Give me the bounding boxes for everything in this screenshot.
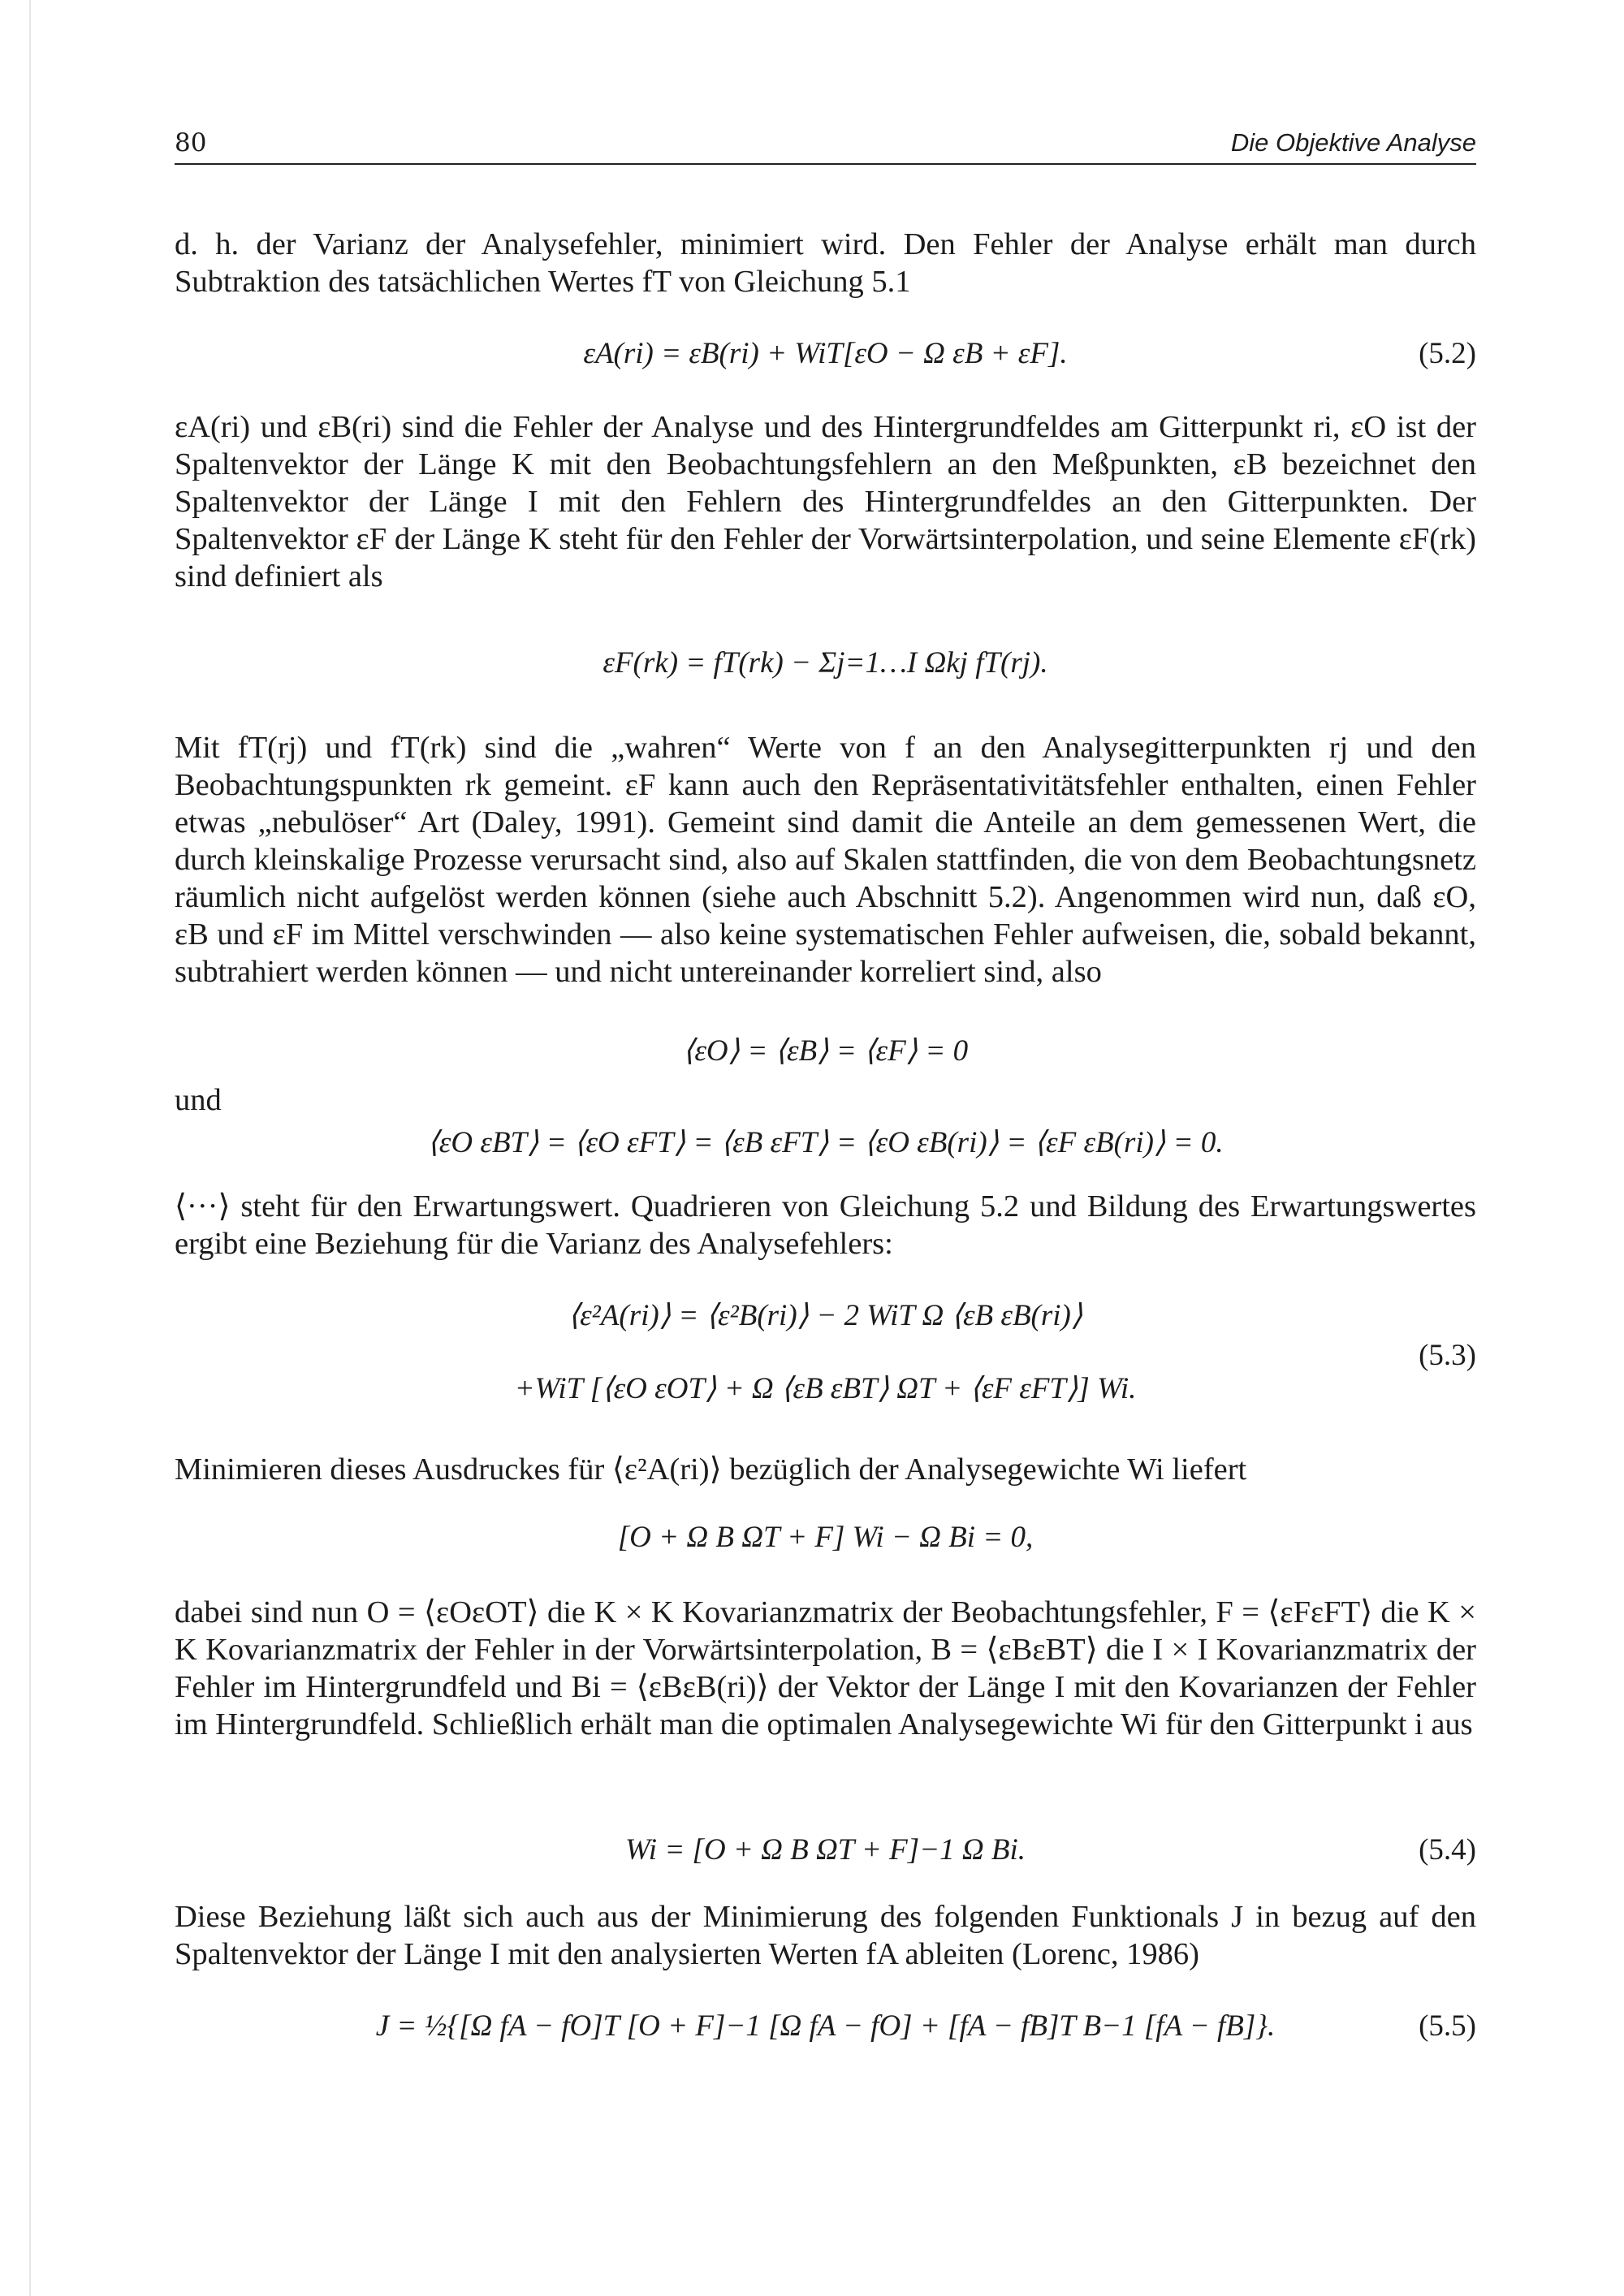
chapter-title: Die Objektive Analyse bbox=[1230, 128, 1476, 157]
paragraph-error-definitions: εA(ri) und εB(ri) sind die Fehler der Analyse und des Hintergrundfeldes am Gitterpunkt ri, εO ist der Spaltenvektor der Länge K mit den Beobachtungsfehlern an den Meßpunkten, εB bezeichnet den Spaltenvektor der Länge I mit den Fehlern des Hintergrundfeldes an den Gitterpunkten. Der Spaltenvektor εF der Länge K steht für den Fehler der Vorwärtsinterpolation, und seine Elemente εF(rk) sind definiert als bbox=[175, 410, 1476, 593]
equation-5-5-number: (5.5) bbox=[1419, 2009, 1476, 2043]
equation-5-3-line-2 bbox=[175, 1370, 1476, 1406]
equation-uncorrelated-body: ⟨εO εBT⟩ = ⟨εO εFT⟩ = ⟨εB εFT⟩ = ⟨εO εB(ri)⟩ = ⟨εF εB(ri)⟩ = 0. bbox=[427, 1126, 1224, 1159]
paragraph-covariance: dabei sind nun O = ⟨εOεOT⟩ die K × K Kovarianzmatrix der Beobachtungsfehler, F = ⟨εFεFT⟩ die K × K Kovarianzmatrix der Fehler in der Vorwärtsinterpolation, B = ⟨εBεBT⟩ die I × I Kovarianzmatrix der Fehler im Hintergrundfeld und Bi = ⟨εBεB(ri)⟩ der Vektor der Länge I mit den Kovarianzen der Fehler im Hintergrundfeld. Schließlich erhält man die optimalen Analysegewichte Wi für den Gitterpunkt i aus bbox=[175, 1595, 1476, 1741]
equation-5-3-number-row bbox=[175, 1338, 1476, 1373]
paragraph-minimize: Minimieren dieses Ausdruckes für ⟨ε²A(ri)⟩ bezüglich der Analysegewichte Wi liefert bbox=[175, 1452, 1247, 1487]
equation-5-3-line-1-body: ⟨ε²A(ri)⟩ = ⟨ε²B(ri)⟩ − 2 WiT Ω ⟨εB εB(ri)⟩ bbox=[568, 1299, 1083, 1332]
paragraph-expectation: ⟨···⟩ steht für den Erwartungswert. Quadrieren von Gleichung 5.2 und Bildung des Erwartungswertes ergibt eine Beziehung für die Varianz des Analysefehlers: bbox=[175, 1189, 1476, 1261]
page-number: 80 bbox=[175, 128, 207, 158]
page-edge-line bbox=[29, 0, 31, 2296]
header-rule bbox=[175, 163, 1476, 165]
paragraph-true-values: Mit fT(rj) und fT(rk) sind die „wahren“ Werte von f an den Analysegitterpunkten rj und den Beobachtungspunkten rk gemeint. εF kann auch den Repräsentativitätsfehler enthalten, einen Fehler etwas „nebulöser“ Art (Daley, 1991). Gemeint sind damit die Anteile an dem gemessenen Wert, die durch kleinskalige Prozesse verursacht sind, also auf Skalen stattfinden, die von dem Beobachtungsnetz räumlich nicht aufgelöst werden können (siehe auch Abschnitt 5.2). Angenommen wird nun, daß εO, εB und εF im Mittel verschwinden — also keine systematischen Fehler aufweisen, die, sobald bekannt, subtrahiert werden können — und nicht untereinander korreliert sind, also bbox=[175, 731, 1476, 989]
equation-5-4 bbox=[175, 1832, 1476, 1867]
equation-5-3-line-1 bbox=[175, 1297, 1476, 1333]
equation-5-3-line-2-body: +WiT [⟨εO εOT⟩ + Ω ⟨εB εBT⟩ ΩT + ⟨εF εFT⟩] Wi. bbox=[514, 1372, 1137, 1405]
equation-minimum-condition bbox=[175, 1520, 1476, 1555]
equation-forward-interpolation-body: εF(rk) = fT(rk) − Σj=1…I Ωkj fT(rj). bbox=[603, 646, 1048, 680]
paragraph-intro: d. h. der Varianz der Analysefehler, minimiert wird. Den Fehler der Analyse erhält man durch Subtraktion des tatsächlichen Wertes fT von Gleichung 5.1 bbox=[175, 227, 1476, 299]
equation-uncorrelated bbox=[175, 1124, 1476, 1160]
label-und: und bbox=[175, 1083, 222, 1117]
equation-mean-zero-body: ⟨εO⟩ = ⟨εB⟩ = ⟨εF⟩ = 0 bbox=[682, 1034, 969, 1068]
page-header bbox=[175, 128, 1476, 161]
equation-5-5-body: J = ½{[Ω fA − fO]T [O + F]−1 [Ω fA − fO] + [fA − fB]T B−1 [fA − fB]}. bbox=[375, 2009, 1276, 2043]
equation-5-2-body: εA(ri) = εB(ri) + WiT[εO − Ω εB + εF]. bbox=[583, 337, 1068, 370]
equation-5-5 bbox=[175, 2009, 1476, 2044]
equation-5-4-number: (5.4) bbox=[1419, 1833, 1476, 1867]
equation-5-2-number: (5.2) bbox=[1419, 337, 1476, 370]
equation-minimum-condition-body: [O + Ω B ΩT + F] Wi − Ω Bi = 0, bbox=[617, 1521, 1034, 1554]
equation-5-3-number: (5.3) bbox=[1419, 1339, 1476, 1372]
equation-5-2 bbox=[175, 336, 1476, 371]
equation-mean-zero bbox=[175, 1033, 1476, 1068]
equation-forward-interpolation bbox=[175, 645, 1476, 680]
paragraph-functional: Diese Beziehung läßt sich auch aus der Minimierung des folgenden Funktionals J in bezug auf den Spaltenvektor der Länge I mit den analysierten Werten fA ableiten (Lorenc, 1986) bbox=[175, 1900, 1476, 1971]
equation-5-4-body: Wi = [O + Ω B ΩT + F]−1 Ω Bi. bbox=[625, 1833, 1026, 1867]
